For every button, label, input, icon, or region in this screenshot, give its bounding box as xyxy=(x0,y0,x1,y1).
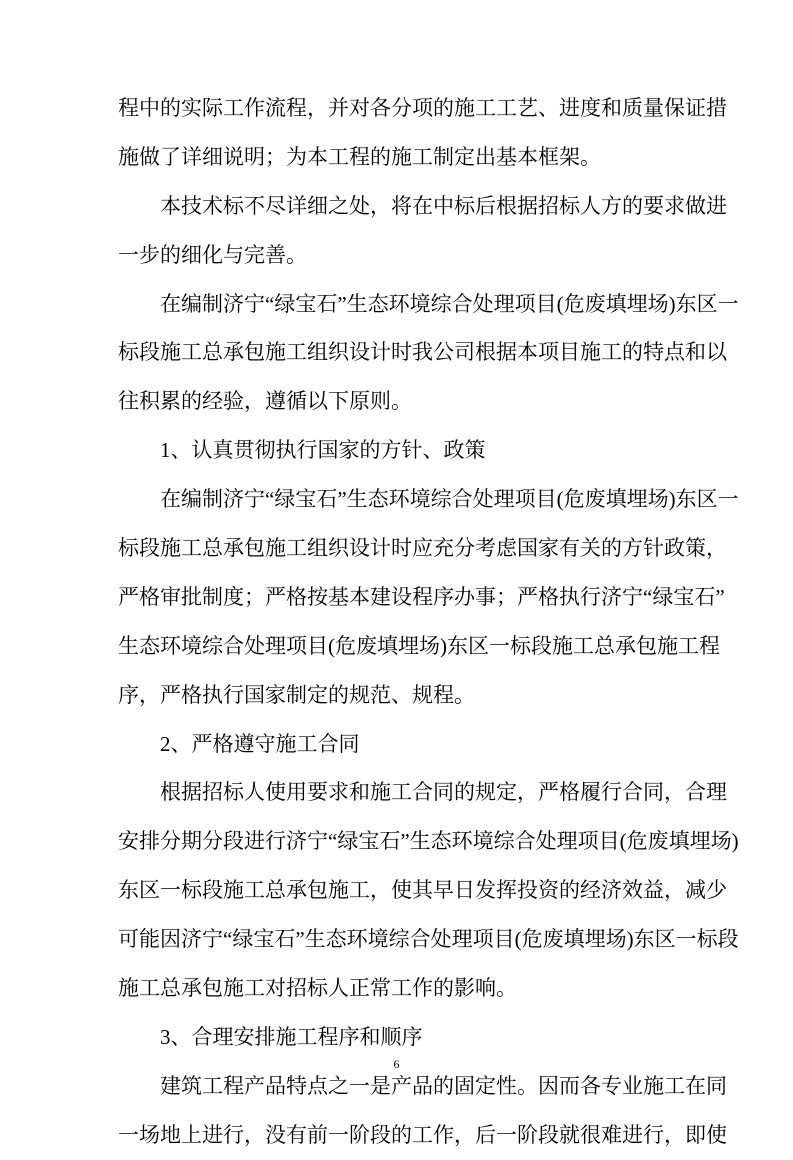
text-line: 程中的实际工作流程，并对各分项的施工工艺、进度和质量保证措 xyxy=(118,96,727,120)
text-line: 一步的细化与完善。 xyxy=(118,242,307,267)
paragraph-start: 在编制济宁“绿宝石”生态环境综合处理项目(危废填埋场)东区一 xyxy=(160,487,739,512)
paragraph-start: 根据招标人使用要求和施工合同的规定，严格履行合同，合理 xyxy=(160,780,727,805)
text-line: 安排分期分段进行济宁“绿宝石”生态环境综合处理项目(危废填埋场) xyxy=(118,829,739,854)
text-line: 施工总承包施工对招标人正常工作的影响。 xyxy=(118,976,517,1001)
section-heading: 1、认真贯彻执行国家的方针、政策 xyxy=(160,438,486,463)
text-line: 序，严格执行国家制定的规范、规程。 xyxy=(118,682,475,707)
text-line: 东区一标段施工总承包施工，使其早日发挥投资的经济效益，减少 xyxy=(118,878,727,903)
paragraph-start: 本技术标不尽详细之处，将在中标后根据招标人方的要求做进 xyxy=(160,193,727,218)
text-line: 施做了详细说明；为本工程的施工制定出基本框架。 xyxy=(118,144,601,169)
document-body xyxy=(118,84,739,1160)
paragraph-start: 在编制济宁“绿宝石”生态环境综合处理项目(危废填埋场)东区一 xyxy=(160,291,739,316)
text-line: 往积累的经验，遵循以下原则。 xyxy=(118,389,412,414)
text-line: 标段施工总承包施工组织设计时应充分考虑国家有关的方针政策， xyxy=(118,536,727,561)
paragraph-start: 建筑工程产品特点之一是产品的固定性。因而各专业施工在同 xyxy=(160,1073,727,1098)
page-number: 6 xyxy=(393,1057,400,1071)
text-line: 标段施工总承包施工组织设计时我公司根据本项目施工的特点和以 xyxy=(118,340,727,365)
section-heading: 3、合理安排施工程序和顺序 xyxy=(160,1024,423,1049)
text-line: 一场地上进行，没有前一阶段的工作，后一阶段就很难进行，即使 xyxy=(118,1122,727,1147)
section-heading: 2、严格遵守施工合同 xyxy=(160,731,360,756)
text-line: 生态环境综合处理项目(危废填埋场)东区一标段施工总承包施工程 xyxy=(118,633,720,658)
text-line: 可能因济宁“绿宝石”生态环境综合处理项目(危废填埋场)东区一标段 xyxy=(118,927,739,952)
text-line: 严格审批制度；严格按基本建设程序办事；严格执行济宁“绿宝石” xyxy=(118,584,725,609)
